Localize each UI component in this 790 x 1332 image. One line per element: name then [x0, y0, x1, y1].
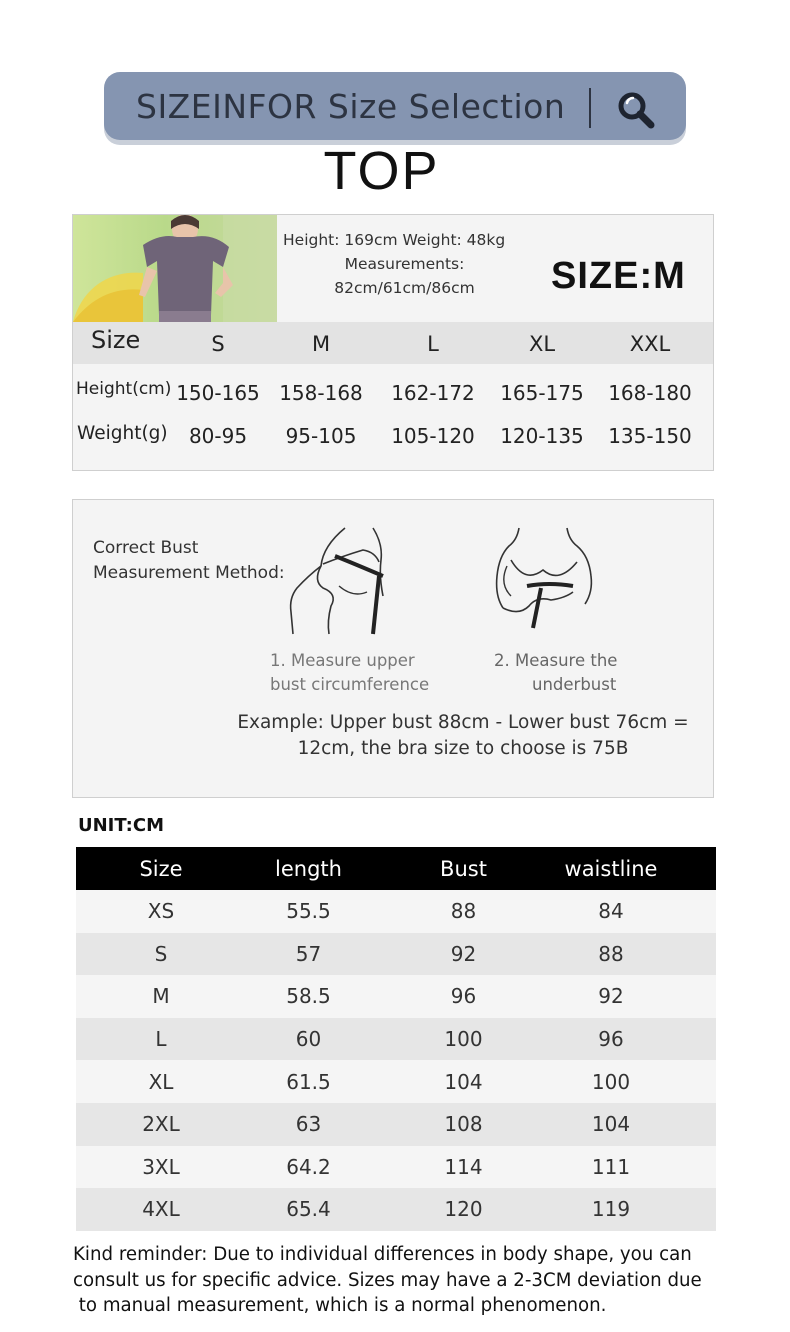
- fit-height-xl: 165-175: [500, 381, 584, 405]
- row-size: XL: [148, 1069, 174, 1094]
- bust-example: [223, 710, 703, 762]
- fit-weight-xl: 120-135: [500, 424, 584, 448]
- table-row: [76, 933, 716, 976]
- row-bust: 96: [450, 984, 477, 1009]
- fit-height-xxl: 168-180: [608, 381, 692, 405]
- row-length: 58.5: [286, 984, 331, 1009]
- fit-height-l: 162-172: [391, 381, 475, 405]
- fit-height-s: 150-165: [176, 381, 260, 405]
- row-bust: 114: [444, 1154, 483, 1179]
- fit-size-xl: XL: [528, 332, 556, 356]
- underbust-illustration: [489, 526, 599, 636]
- row-length: 61.5: [286, 1069, 331, 1094]
- table-row: [76, 1060, 716, 1103]
- row-length: 60: [295, 1027, 322, 1052]
- row-waistline: 111: [591, 1154, 631, 1179]
- row-bust: 108: [444, 1112, 483, 1137]
- row-length: 55.5: [286, 899, 331, 924]
- example-line1: Example: Upper bust 88cm - Lower bust 76cm =: [237, 712, 689, 733]
- fit-size-s: S: [211, 332, 225, 356]
- fit-weight-xxl: 135-150: [608, 424, 692, 448]
- page-title: TOP: [323, 141, 440, 201]
- upper-bust-illustration: [283, 526, 393, 638]
- table-row: [76, 1018, 716, 1061]
- search-title: SIZEINFOR Size Selection: [136, 86, 566, 126]
- model-height-weight: Height: 169cm Weight: 48kg: [283, 231, 506, 249]
- model-measurements: [277, 215, 532, 322]
- step-underbust: [494, 649, 617, 697]
- unit-label: UNIT:CM: [78, 815, 164, 836]
- bust-method-panel: [72, 499, 714, 798]
- step2-line2: underbust: [532, 675, 617, 694]
- step1-line2: bust circumference: [270, 675, 430, 694]
- row-bust: 92: [450, 941, 477, 966]
- fit-size-label: Size: [91, 326, 141, 354]
- fit-table-header: [73, 322, 713, 364]
- row-size: XS: [147, 899, 175, 924]
- row-size: 2XL: [142, 1112, 180, 1137]
- fit-size-l: L: [427, 332, 439, 356]
- header-bust: Bust: [440, 856, 487, 881]
- step-upper-bust: [270, 649, 429, 697]
- row-waistline: 96: [598, 1027, 624, 1052]
- row-waistline: 119: [591, 1197, 631, 1222]
- row-length: 57: [295, 941, 322, 966]
- row-size: 3XL: [142, 1154, 180, 1179]
- fit-weight-m: 95-105: [285, 424, 357, 448]
- reminder-line2: consult us for specific advice. Sizes may have a 2-3CM deviation due: [73, 1269, 702, 1291]
- table-row: [76, 975, 716, 1018]
- search-divider: [589, 88, 591, 128]
- row-waistline: 88: [598, 941, 624, 966]
- row-bust: 100: [444, 1027, 483, 1052]
- fit-size-xxl: XXL: [629, 332, 671, 356]
- row-waistline: 84: [598, 899, 624, 924]
- row-size: M: [152, 984, 170, 1009]
- example-line2: 12cm, the bra size to choose is 75B: [297, 738, 629, 759]
- fit-height-m: 158-168: [279, 381, 363, 405]
- magnifier-icon[interactable]: [616, 90, 656, 130]
- size-chart-header: [76, 847, 716, 890]
- table-row: [76, 1103, 716, 1146]
- table-row: [76, 890, 716, 933]
- fit-size-m: M: [311, 332, 331, 356]
- row-waistline: 100: [591, 1069, 631, 1094]
- step1-line1: 1. Measure upper: [270, 651, 415, 670]
- row-size: S: [154, 941, 168, 966]
- row-length: 65.4: [286, 1197, 331, 1222]
- table-row: [76, 1146, 716, 1189]
- row-bust: 120: [444, 1197, 483, 1222]
- size-chart-table: [76, 847, 716, 1231]
- model-size-label: SIZE:M: [551, 255, 686, 297]
- kind-reminder: [73, 1242, 785, 1319]
- header-length: length: [275, 856, 342, 881]
- model-photo: [73, 215, 277, 322]
- table-row: [76, 1188, 716, 1231]
- fit-height-label: Height(cm): [76, 379, 172, 399]
- reminder-line3: to manual measurement, which is a normal phenomenon.: [73, 1295, 607, 1316]
- row-bust: 88: [450, 899, 477, 924]
- bust-method-label: [93, 536, 285, 586]
- row-waistline: 92: [598, 984, 624, 1009]
- row-bust: 104: [444, 1069, 483, 1094]
- reminder-line1: Kind reminder: Due to individual differences in body shape, you can: [73, 1244, 692, 1265]
- row-length: 64.2: [286, 1154, 331, 1179]
- fit-weight-s: 80-95: [188, 424, 248, 448]
- row-length: 63: [295, 1112, 322, 1137]
- fit-weight-l: 105-120: [391, 424, 475, 448]
- row-size: 4XL: [142, 1197, 180, 1222]
- bust-method-label-line1: Correct Bust: [93, 538, 199, 558]
- model-fit-panel: [72, 214, 714, 471]
- bust-method-label-line2: Measurement Method:: [93, 563, 285, 583]
- fit-weight-label: Weight(g): [77, 423, 168, 444]
- model-measurements-label: Measurements:: [344, 255, 465, 273]
- header-waistline: waistline: [564, 856, 658, 881]
- model-measurements-value: 82cm/61cm/86cm: [334, 279, 475, 297]
- step2-line1: 2. Measure the: [494, 651, 618, 670]
- search-bar[interactable]: [104, 72, 686, 140]
- row-size: L: [155, 1027, 167, 1052]
- header-size: Size: [139, 856, 183, 881]
- row-waistline: 104: [591, 1112, 631, 1137]
